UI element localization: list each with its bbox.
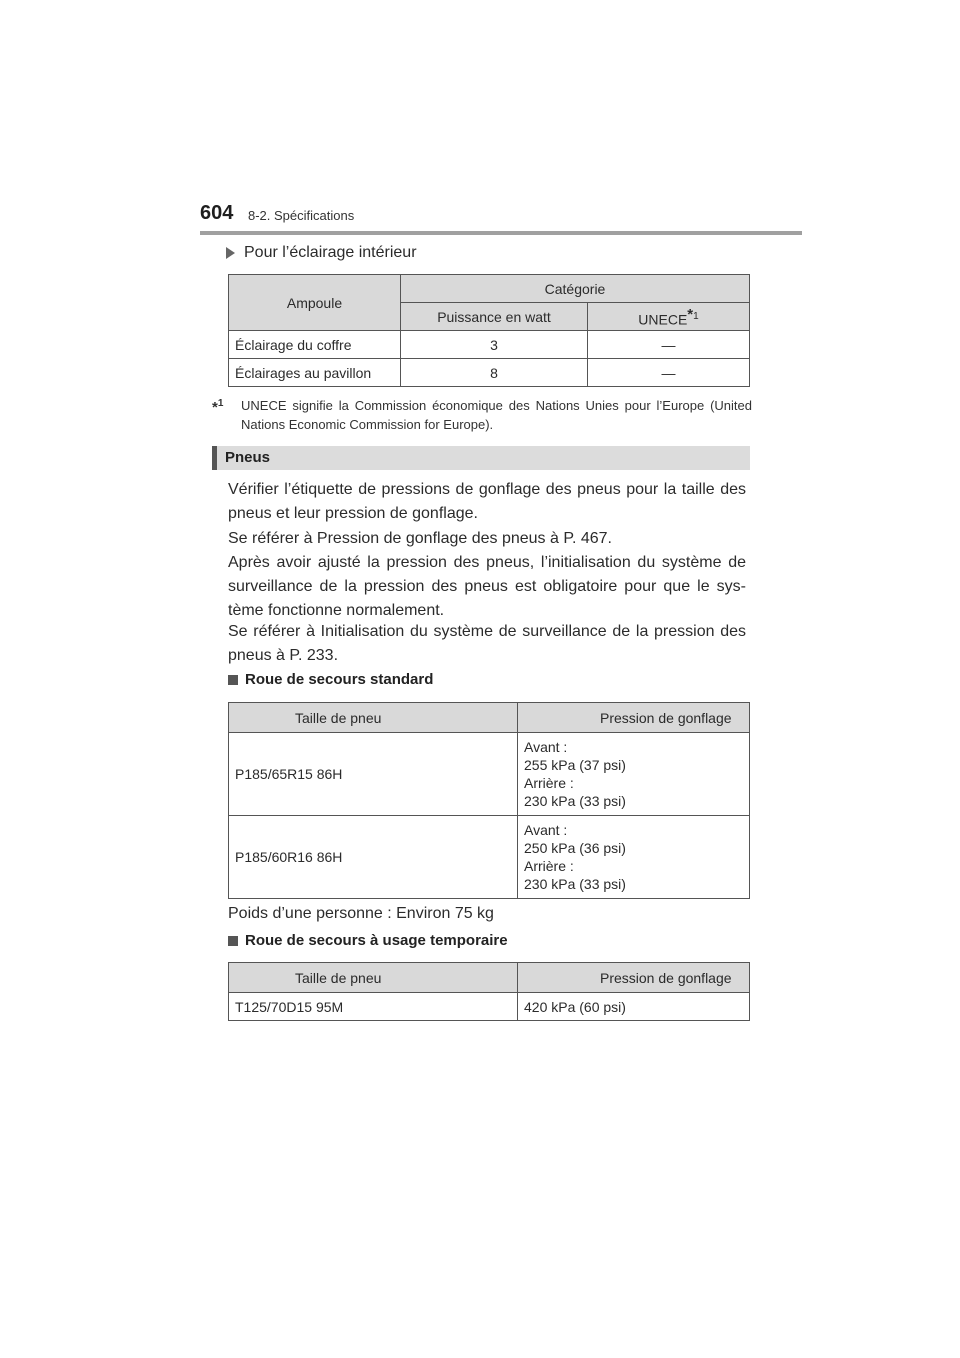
unece-footnote	[212, 396, 752, 434]
col-pressure-header: Pression de gonflage	[518, 963, 750, 993]
table-row	[229, 993, 750, 1021]
col-wattage-header: Puissance en watt	[401, 303, 588, 331]
section-reference: 8-2. Spécifications	[248, 208, 355, 223]
tire-size: T125/70D15 95M	[229, 993, 518, 1021]
tire-pressure: Avant : 250 kPa (36 psi) Arrière : 230 kPa (33 psi)	[518, 816, 750, 899]
tire-pressure: Avant : 255 kPa (37 psi) Arrière : 230 kPa (33 psi)	[518, 733, 750, 816]
tires-section-title: Pneus	[225, 449, 271, 466]
bulb-unece: —	[588, 359, 750, 387]
page-number: 604	[200, 202, 234, 224]
col-unece-header: UNECE$^{*1}$	[588, 303, 750, 331]
table-row	[229, 733, 750, 816]
standard-spare-table	[228, 702, 750, 899]
table-row	[229, 816, 750, 899]
page-header	[200, 202, 802, 236]
person-weight-note: Poids d’une personne : Environ 75 kg	[228, 905, 494, 922]
header-divider	[200, 231, 802, 235]
bulb-wattage: 3	[401, 331, 588, 359]
footnote-ref: *1	[687, 305, 699, 323]
bulb-wattage: 8	[401, 359, 588, 387]
tpms-reference-paragraph: Se référer à Initialisation du système de surveillance de la pression des pneus à P. 233.	[228, 623, 746, 664]
tires-section-header	[212, 446, 750, 470]
standard-spare-heading	[228, 671, 433, 688]
col-category-header: Catégorie	[401, 275, 750, 303]
footnote-marker: *$^1$	[212, 398, 224, 416]
tpms-initialization-paragraph: Après avoir ajusté la pression des pneus, l’initialisation du système de surveillance de la pression des pneus est obligatoire pour que le sys-tème fonctionne normalement.	[228, 554, 746, 619]
bulb-name: Éclairage du coffre	[229, 331, 401, 359]
tire-label-paragraph: Vérifier l’étiquette de pressions de gonflage des pneus pour la taille des pneus et leur pression de gonflage.	[228, 481, 746, 522]
square-bullet-icon	[228, 675, 238, 685]
interior-lighting-title: Pour l’éclairage intérieur	[244, 244, 417, 261]
col-tire-size-header: Taille de pneu	[229, 963, 518, 993]
table-row	[229, 331, 750, 359]
col-tire-size-header: Taille de pneu	[229, 703, 518, 733]
col-bulb-header: Ampoule	[229, 275, 401, 331]
tire-pressure: 420 kPa (60 psi)	[518, 993, 750, 1021]
footnote-text: UNECE signifie la Commission économique des Nations Unies pour l’Europe (United Nations Economic Commission for Europe).	[241, 398, 752, 432]
bulb-unece: —	[588, 331, 750, 359]
pressure-reference-paragraph: Se référer à Pression de gonflage des pneus à P. 467.	[228, 530, 612, 547]
tire-size: P185/65R15 86H	[229, 733, 518, 816]
section-accent-bar	[212, 446, 217, 470]
triangle-bullet-icon	[226, 247, 235, 259]
bulb-name: Éclairages au pavillon	[229, 359, 401, 387]
table-row	[229, 359, 750, 387]
standard-spare-title: Roue de secours standard	[245, 671, 434, 688]
temporary-spare-table	[228, 962, 750, 1021]
interior-lighting-table	[228, 274, 750, 387]
interior-lighting-heading	[226, 244, 417, 262]
temporary-spare-title: Roue de secours à usage temporaire	[245, 932, 508, 949]
tire-size: P185/60R16 86H	[229, 816, 518, 899]
square-bullet-icon	[228, 936, 238, 946]
col-pressure-header: Pression de gonflage	[518, 703, 750, 733]
temporary-spare-heading	[228, 932, 508, 949]
